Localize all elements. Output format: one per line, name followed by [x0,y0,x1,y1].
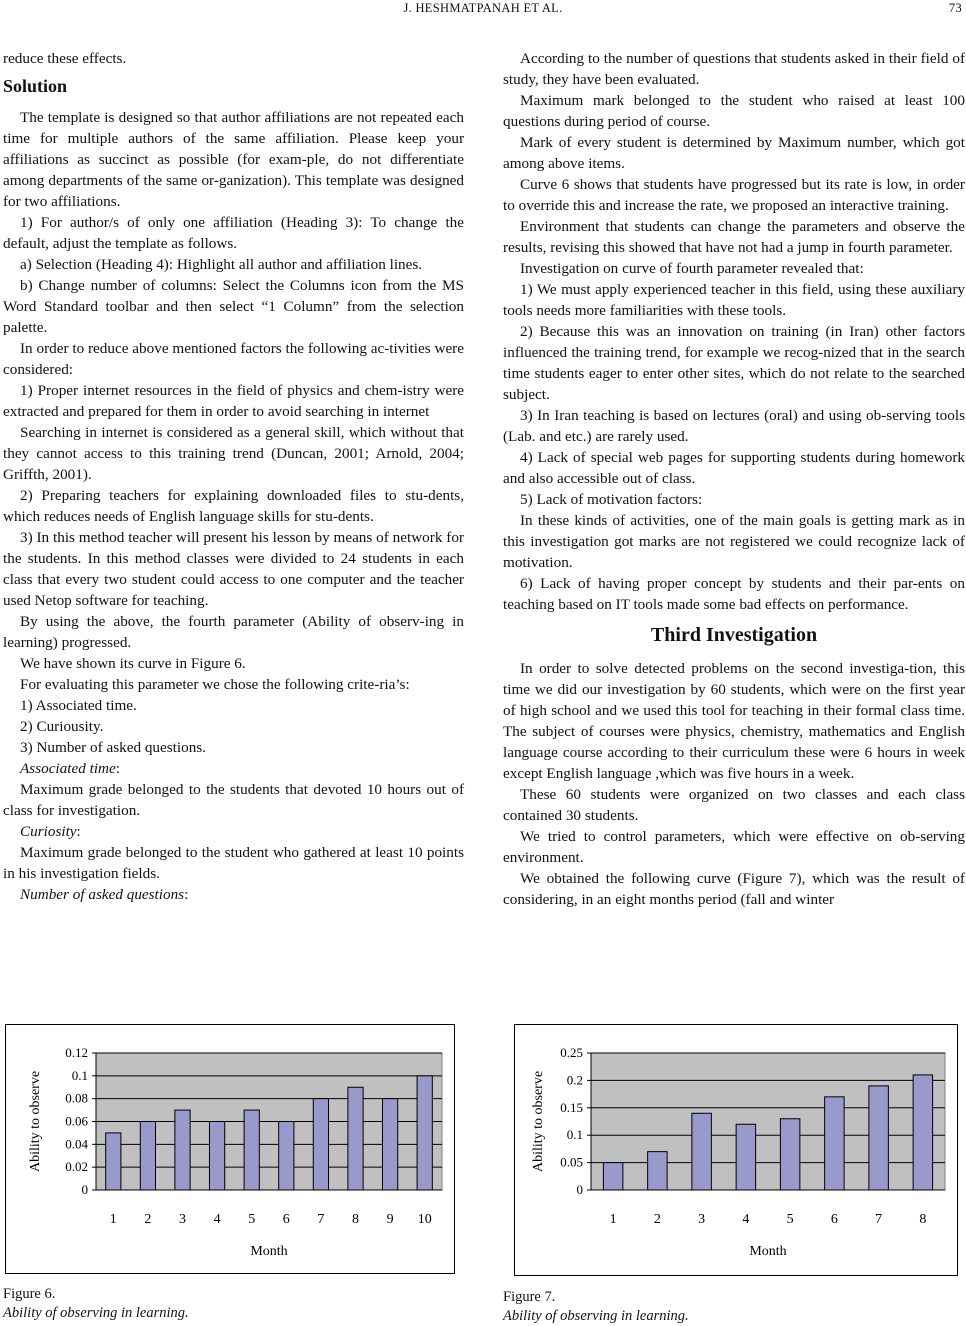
x-tick-label: 9 [386,1212,394,1227]
figure-6-svg [6,1025,454,1273]
criterion-label [3,758,464,779]
section-heading-solution: Solution [3,76,68,96]
right-column [503,48,965,910]
x-tick-label: 6 [282,1212,290,1227]
paragraph: We tried to control parameters, which were effective on ob-serving environment. [503,828,965,866]
paragraph: 3) In Iran teaching is based on lectures (oral) and using ob-serving tools (Lab. and etc.) are rarely used. [503,407,965,445]
x-tick-label: 7 [317,1212,325,1227]
figure-7-label: Figure 7. [503,1289,556,1305]
page-number: 73 [948,1,962,15]
bar [175,1110,190,1190]
bar [348,1087,363,1190]
figure-6-caption [3,1285,189,1323]
y-tick-label: 0.05 [560,1154,583,1170]
paragraph: Maximum grade belonged to the student who gathered at least 10 points in his investigation fields. [3,844,464,882]
paragraph: Environment that students can change the parameters and observe the results, revising this showed that have not had a jump in fourth parameter. [503,218,965,256]
paragraph: By using the above, the fourth parameter (Ability of observ-ing in learning) progressed. [3,613,464,651]
x-tick-label: 10 [417,1212,432,1227]
x-axis-label: Month [250,1244,288,1259]
y-axis-label: Ability to observe [531,1070,546,1173]
paragraph: 2) Preparing teachers for explaining downloaded files to stu-dents, which reduces needs of English language skills for stu-dents. [3,487,464,525]
x-tick-label: 8 [919,1212,927,1227]
paragraph: The template is designed so that author affiliations are not repeated each time for multiple authors of the same affiliation. Please keep your affiliations as succinct as possible (for exam-ple, do not differentiate among departments of the same or-ganization). This template was designed for two affiliations. [3,109,464,210]
paragraph: According to the number of questions that students asked in their field of study, they have been evaluated. [503,50,965,88]
figure-7-chart [514,1024,958,1276]
paragraph: Mark of every student is determined by Maximum number, which got among above items. [503,134,965,172]
x-tick-label: 2 [653,1212,661,1227]
figure-6-caption-text: Ability of observing in learning. [3,1305,189,1321]
y-tick-label: 0.2 [566,1072,583,1088]
bar [279,1122,294,1191]
paragraph: 5) Lack of motivation factors: [520,491,703,508]
paragraph: In these kinds of activities, one of the main goals is getting mark as in this investigation got marks are not registered we could recognize lack of motivation. [503,512,965,571]
figure-7-caption-text: Ability of observing in learning. [503,1308,689,1324]
x-tick-label: 3 [179,1212,186,1227]
left-column [3,48,464,905]
bar [603,1163,622,1190]
x-tick-label: 7 [875,1212,883,1227]
bar [140,1122,155,1191]
list-item: 3) Number of asked questions. [20,739,207,756]
y-tick-label: 0.15 [560,1099,583,1115]
paragraph: 2) Because this was an innovation on training (in Iran) other factors influenced the training trend, for example we recog-nized that in the search time students eager to enter other sites, which do not relate to the searched subject. [503,323,965,403]
paragraph: b) Change number of columns: Select the Columns icon from the MS Word Standard toolbar and then select “1 Column” from the selection palette. [3,277,464,336]
bar [382,1099,397,1190]
paragraph: Maximum grade belonged to the students that devoted 10 hours out of class for investigation. [3,781,464,819]
y-tick-label: 0.1 [566,1127,583,1143]
paragraph: 4) Lack of special web pages for supporting students during homework and also accessible out of class. [503,449,965,487]
y-tick-label: 0.12 [65,1045,88,1060]
y-tick-label: 0 [576,1182,583,1197]
paragraph: a) Selection (Heading 4): Highlight all author and affiliation lines. [20,256,423,273]
criterion-name: Curiosity [20,823,77,840]
paragraph: We obtained the following curve (Figure 7), which was the result of considering, in an eight months period (fall and winter [503,870,965,908]
criterion-name: Associated time [20,760,116,777]
paragraph: We have shown its curve in Figure 6. [20,655,246,672]
y-tick-label: 0.06 [65,1113,88,1129]
criterion-label [3,821,464,842]
y-tick-label: 0.02 [65,1159,88,1175]
x-tick-label: 4 [742,1212,750,1227]
y-tick-label: 0 [81,1182,88,1197]
paragraph: reduce these effects. [3,50,127,67]
bar [869,1086,888,1190]
bar [313,1099,328,1190]
paragraph: 3) In this method teacher will present his lesson by means of network for the students. In this method classes were divided to 24 students in each class that every two student could access to one computer and the teacher used Netop software for teaching. [3,529,464,609]
bar [692,1113,711,1190]
bar [780,1119,799,1190]
x-tick-label: 3 [698,1212,706,1227]
bar [648,1152,667,1190]
x-axis-label: Month [749,1244,787,1259]
punctuation: : [76,823,81,840]
paragraph: These 60 students were organized on two classes and each class contained 30 students. [503,786,965,824]
x-tick-label: 4 [213,1212,221,1227]
bar [106,1133,121,1190]
paragraph: For evaluating this parameter we chose the following crite-ria’s: [20,676,410,693]
list-item: 1) Associated time. [20,697,137,714]
bar [825,1097,844,1190]
x-tick-label: 5 [248,1212,256,1227]
paragraph: In order to solve detected problems on the second investiga-tion, this time we did our investigation by 60 students, which were on the first year of high school and we used this tool for teaching in their formal class time. The subject of courses were physics, chemistry, mathematics and English language course according to their curriculum these were 6 hours in week except English language ,which was five hours in a week. [503,660,965,782]
x-tick-label: 6 [830,1212,838,1227]
figure-7-svg [515,1025,957,1275]
paragraph: Maximum mark belonged to the student who raised at least 100 questions during period of course. [503,92,965,130]
punctuation: : [115,760,120,777]
paragraph: 6) Lack of having proper concept by students and their par-ents on teaching based on IT tools made some bad effects on performance. [503,575,965,613]
y-tick-label: 0.08 [65,1090,88,1106]
y-axis-label: Ability to observe [28,1070,43,1173]
bar [209,1122,224,1191]
x-tick-label: 1 [109,1212,117,1227]
running-head: J. HESHMATPANAH ET AL. [403,1,563,15]
bar [736,1124,755,1190]
paragraph: Investigation on curve of fourth parameter revealed that: [520,260,864,277]
x-tick-label: 1 [609,1212,617,1227]
figure-6-label: Figure 6. [3,1286,56,1302]
paragraph: 1) We must apply experienced teacher in this field, using these auxiliary tools needs more familiarities with these tools. [503,281,965,319]
x-tick-label: 5 [786,1212,794,1227]
paragraph: 1) Proper internet resources in the field of physics and chem-istry were extracted and prepared for them in order to avoid searching in internet [3,382,464,420]
list-item: 2) Curiousity. [20,718,104,735]
running-header [0,0,966,20]
section-heading-third-investigation: Third Investigation [650,624,818,646]
paragraph: Searching in internet is considered as a general skill, which without that they cannot access to this training trend (Duncan, 2001; Arnold, 2004; Griffth, 2001). [3,424,464,483]
y-tick-label: 0.1 [71,1067,88,1083]
x-tick-label: 8 [352,1212,359,1227]
plot-area [591,1053,945,1190]
figure-6-chart [5,1024,455,1274]
y-tick-label: 0.25 [560,1045,583,1060]
paragraph: Curve 6 shows that students have progressed but its rate is low, in order to override this and increase the rate, we proposed an interactive training. [503,176,965,214]
paragraph: In order to reduce above mentioned factors the following ac-tivities were considered: [3,340,464,378]
figure-7-caption [503,1288,689,1326]
bar [417,1076,432,1190]
criterion-name: Number of asked questions [20,886,185,903]
paragraph: 1) For author/s of only one affiliation (Heading 3): To change the default, adjust the template as follows. [3,214,464,252]
y-tick-label: 0.04 [65,1136,88,1152]
x-tick-label: 2 [144,1212,152,1227]
criterion-label [3,884,464,905]
bar [913,1075,932,1190]
bar [244,1110,259,1190]
punctuation: : [184,886,189,903]
